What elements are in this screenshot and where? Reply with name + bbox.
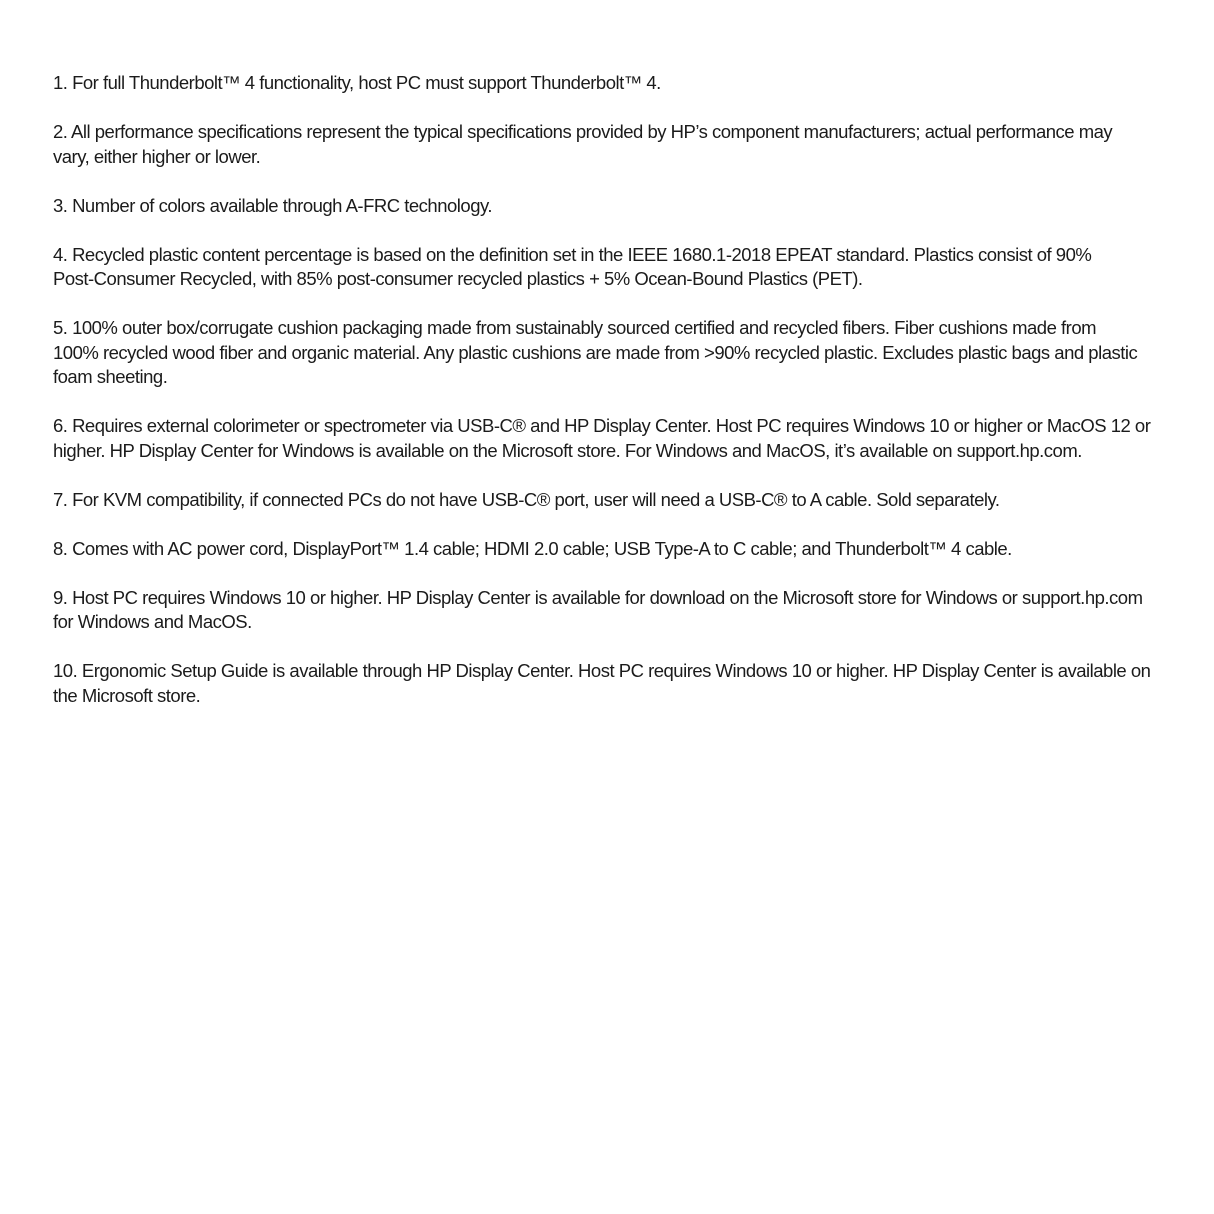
footnote-10 [53,659,1174,708]
footnote-2 [53,120,1174,169]
footnote-1-line-1: 1. For full Thunderbolt™ 4 functionality, host PC must support Thunderbolt™ 4. [53,72,661,93]
footnote-4-line-2: Post-Consumer Recycled, with 85% post-consumer recycled plastics + 5% Ocean-Bound Plastics (PET). [53,268,863,289]
footnote-2-line-2: vary, either higher or lower. [53,145,261,167]
footnote-6-line-1: 6. Requires external colorimeter or spectrometer via USB-C® and HP Display Center. Host PC requires Windows 10 or higher or MacOS 12 or [53,415,1151,436]
footnote-6 [53,414,1174,463]
footnote-5-line-3: foam sheeting. [53,366,168,387]
footnote-5-line-2: 100% recycled wood fiber and organic material. Any plastic cushions are made from >90% recycled plastic. Excludes plastic bags and plastic [53,341,1138,363]
footnote-9 [53,586,1174,635]
footnote-3-line-1: 3. Number of colors available through A-FRC technology. [53,194,493,216]
footnote-5 [53,316,1174,390]
footnote-4 [53,243,1174,292]
footnote-3 [53,194,1174,219]
footnote-10-line-1: 10. Ergonomic Setup Guide is available through HP Display Center. Host PC requires Windows 10 or higher. HP Display Center is available on [53,660,1151,681]
footnote-9-line-2: for Windows and MacOS. [53,611,252,632]
footnote-10-line-2: the Microsoft store. [53,684,201,706]
footnote-2-line-1: 2. All performance specifications represent the typical specifications provided by HP’s component manufacturers; actual performance may [53,121,1113,142]
footnote-4-line-1: 4. Recycled plastic content percentage is based on the definition set in the IEEE 1680.1-2018 EPEAT standard. Plastics consist of 90% [53,243,1092,265]
footnote-7-line-1: 7. For KVM compatibility, if connected PCs do not have USB-C® port, user will need a USB-C® to A cable. Sold separately. [53,488,1000,510]
footnote-7 [53,488,1174,513]
footnote-6-line-2: higher. HP Display Center for Windows is available on the Microsoft store. For Windows and MacOS, it’s available on support.hp.com. [53,439,1082,461]
footnote-5-line-1: 5. 100% outer box/corrugate cushion packaging made from sustainably sourced certified and recycled fibers. Fiber cushions made from [53,317,1097,338]
footnote-1 [53,71,1174,96]
footnote-8-line-1: 8. Comes with AC power cord, DisplayPort™ 1.4 cable; HDMI 2.0 cable; USB Type-A to C cable; and Thunderbolt™ 4 cable. [53,537,1012,559]
footnote-9-line-1: 9. Host PC requires Windows 10 or higher. HP Display Center is available for download on the Microsoft store for Windows or support.hp.com [53,586,1143,608]
footnote-8 [53,537,1174,562]
